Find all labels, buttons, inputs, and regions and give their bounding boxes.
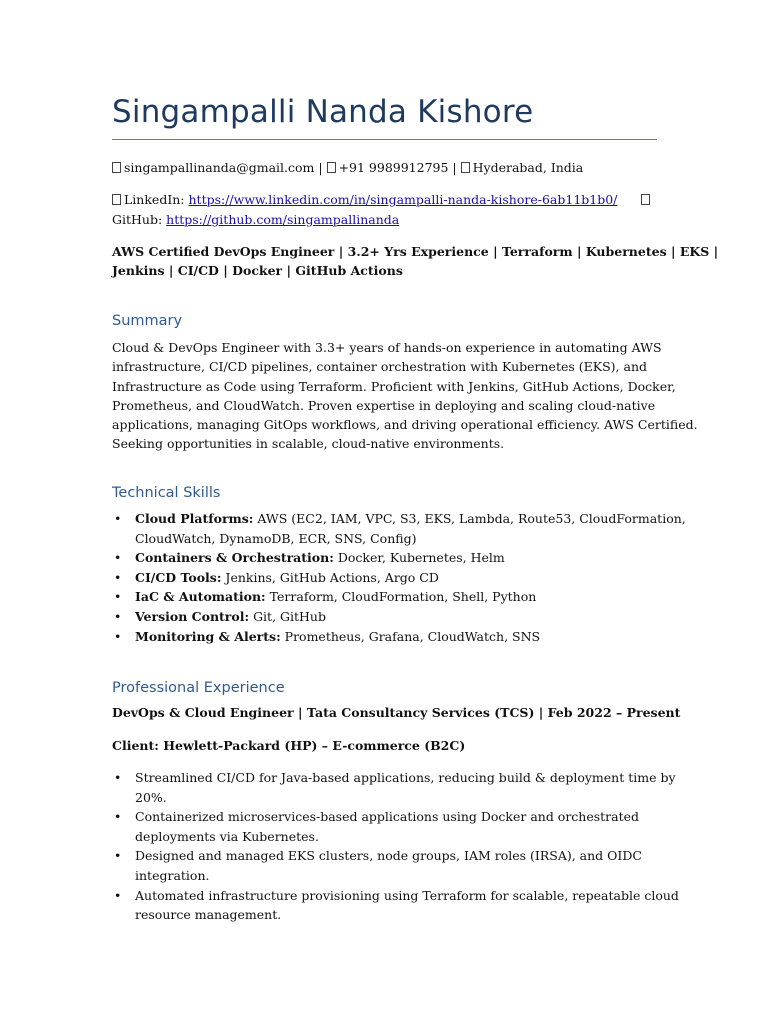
list-item: • Monitoring & Alerts: Prometheus, Grafana, CloudWatch, SNS xyxy=(114,628,541,644)
linkedin-link[interactable]: https://www.linkedin.com/in/singampalli-nanda-kishore-6ab11b1b0/ xyxy=(188,192,618,207)
phone-icon xyxy=(327,162,336,173)
list-item: • CI/CD Tools: Jenkins, GitHub Actions, Argo CD xyxy=(114,569,439,585)
location-text: Hyderabad, India xyxy=(472,160,584,175)
client-line: Client: Hewlett-Packard (HP) – E-commerce (B2C) xyxy=(112,738,466,753)
github-line xyxy=(112,210,399,229)
list-item: • Streamlined CI/CD for Java-based applications, reducing build & deployment time by 20%. xyxy=(114,770,676,805)
contact-line: singampallinanda@gmail.com | +91 9989912795 | Hyderabad, India xyxy=(112,158,583,177)
experience-heading: Professional Experience xyxy=(112,680,285,696)
list-item: • Containerized microservices-based applications using Docker and orchestrated deployments via Kubernetes. xyxy=(114,809,640,844)
headline-line-1: AWS Certified DevOps Engineer | 3.2+ Yrs Experience | Terraform | Kubernetes | EKS | xyxy=(112,244,719,259)
linkedin-label: LinkedIn: xyxy=(124,192,189,207)
list-item: • Containers & Orchestration: Docker, Kubernetes, Helm xyxy=(114,550,505,566)
linkedin-icon xyxy=(112,194,121,205)
linkedin-line xyxy=(112,190,653,209)
location-icon xyxy=(461,162,470,173)
github-icon xyxy=(641,194,650,205)
job-title: DevOps & Cloud Engineer | Tata Consultancy Services (TCS) | Feb 2022 – Present xyxy=(112,705,681,720)
phone-text: +91 9989912795 xyxy=(338,160,449,175)
email-text: singampallinanda@gmail.com xyxy=(124,160,315,175)
skills-list xyxy=(112,509,686,646)
list-item: • Automated infrastructure provisioning using Terraform for scalable, repeatable cloud resource management. xyxy=(114,887,679,923)
email-icon xyxy=(112,162,121,173)
list-item: • Version Control: Git, GitHub xyxy=(114,608,326,624)
experience-bullets xyxy=(112,768,679,925)
headline-line-2: Jenkins | CI/CD | Docker | GitHub Actions xyxy=(112,263,403,278)
title-divider xyxy=(112,139,657,140)
github-label: GitHub: xyxy=(112,212,167,227)
list-item: • Cloud Platforms: AWS (EC2, IAM, VPC, S3, EKS, Lambda, Route53, CloudFormation, CloudWatch, DynamoDB, ECR, SNS, Config) xyxy=(114,511,686,546)
skills-heading: Technical Skills xyxy=(112,485,221,501)
list-item: • Designed and managed EKS clusters, node groups, IAM roles (IRSA), and OIDC integration. xyxy=(114,848,642,883)
github-link[interactable]: https://github.com/singampallinanda xyxy=(166,212,400,227)
summary-paragraph: Cloud & DevOps Engineer with 3.3+ years of hands-on experience in automating AWS infrastructure, CI/CD pipelines, container orchestration with Kubernetes (EKS), and Infrastructure as Code using Terraform. Proficient with Jenkins, GitHub Actions, Docker, Prometheus, and CloudWatch. Proven expertise in deploying and scaling cloud-native applications, managing GitOps workflows, and driving operational efficiency. AWS Certified. Seeking opportunities in scalable, cloud-native environments. xyxy=(112,340,698,452)
list-item: • IaC & Automation: Terraform, CloudFormation, Shell, Python xyxy=(114,589,537,605)
summary-heading: Summary xyxy=(112,313,183,329)
candidate-name: Singampalli Nanda Kishore xyxy=(112,94,534,130)
